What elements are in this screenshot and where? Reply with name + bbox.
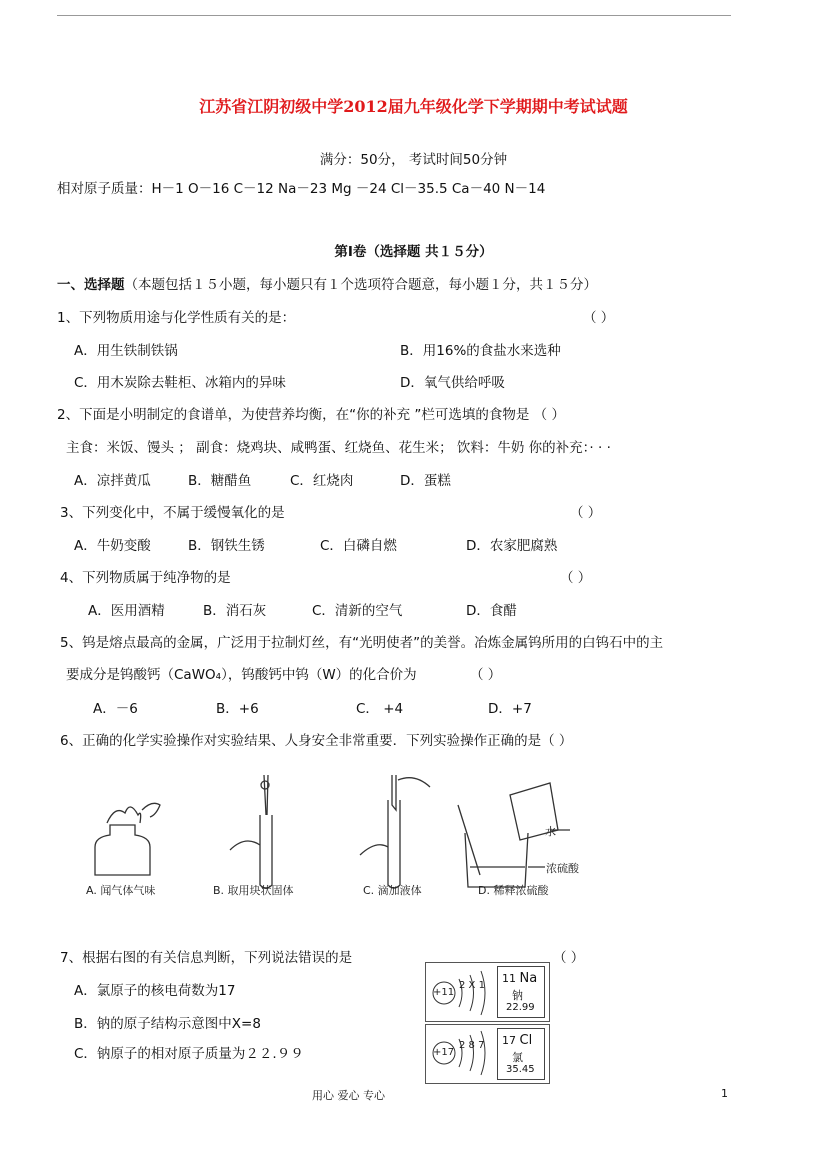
question-5-option-a: A．－6 bbox=[93, 701, 138, 717]
question-1-option-b: B．用16%的食盐水来选种 bbox=[400, 343, 561, 359]
figure-c-dropper-icon bbox=[360, 775, 430, 888]
question-5-option-c: C． +4 bbox=[356, 701, 404, 717]
sodium-symbol: Na bbox=[519, 971, 538, 986]
question-5-option-d: D．+7 bbox=[488, 701, 532, 717]
sodium-element-card bbox=[497, 966, 545, 1018]
chlorine-symbol: Cl bbox=[519, 1033, 533, 1048]
page-number: 1 bbox=[721, 1087, 728, 1100]
figure-c-label: C. 滴加液体 bbox=[363, 884, 422, 897]
figure-a-bottle-icon bbox=[95, 803, 160, 875]
footer-slogan: 用心 爱心 专心 bbox=[312, 1089, 385, 1102]
question-2-option-d: D．蛋糕 bbox=[400, 473, 451, 489]
sodium-shells: 2 X 1 bbox=[459, 980, 485, 991]
question-7-stem: 7、根据右图的有关信息判断，下列说法错误的是 bbox=[60, 950, 353, 966]
question-3-option-b: B．钢铁生锈 bbox=[188, 538, 265, 554]
question-7-answer-paren: （ ） bbox=[553, 950, 585, 966]
sodium-mass: 22.99 bbox=[506, 1002, 535, 1013]
figure-acid-label: 浓硫酸 bbox=[546, 862, 579, 875]
question-5-answer-paren: （ ） bbox=[470, 667, 502, 683]
question-3-stem: 3、下列变化中，不属于缓慢氧化的是 bbox=[60, 505, 285, 521]
figure-d-label: D. 稀释浓硫酸 bbox=[478, 884, 549, 897]
chlorine-shells: 2 8 7 bbox=[459, 1040, 485, 1051]
question-3-option-a: A．牛奶变酸 bbox=[74, 538, 151, 554]
question-3-answer-paren: （ ） bbox=[570, 505, 602, 521]
chlorine-mass: 35.45 bbox=[506, 1064, 535, 1075]
chlorine-nucleus-charge: +17 bbox=[433, 1047, 455, 1058]
question-4-option-a: A．医用酒精 bbox=[88, 603, 165, 619]
question-5-stem: 5、钨是熔点最高的金属，广泛用于拉制灯丝，有“光明使者”的美誉。冶炼金属钨所用的白钨石中的主 bbox=[60, 635, 664, 651]
question-4-option-c: C．清新的空气 bbox=[312, 603, 403, 619]
figure-b-tube-icon bbox=[230, 775, 272, 888]
question-2-option-c: C．红烧肉 bbox=[290, 473, 354, 489]
chlorine-number: 17 bbox=[502, 1034, 516, 1047]
question-3-option-d: D．农家肥腐熟 bbox=[466, 538, 558, 554]
question-3-option-c: C．白磷自燃 bbox=[320, 538, 397, 554]
question-2-stem: 2、下面是小明制定的食谱单，为使营养均衡，在“你的补充 ”栏可选填的食物是 （ ） bbox=[57, 407, 565, 423]
question-2-menu: 主食：米饭、馒头 ； 副食：烧鸡块、咸鸭蛋、红烧鱼、花生米； 饮料：牛奶 你的补充：· · · bbox=[66, 440, 611, 456]
header-rule bbox=[57, 15, 731, 16]
question-1-option-c: C．用木炭除去鞋柜、冰箱内的异味 bbox=[74, 375, 286, 391]
question-4-option-b: B．消石灰 bbox=[203, 603, 267, 619]
question-1-stem: 1、下列物质用途与化学性质有关的是： bbox=[57, 310, 296, 326]
sodium-number: 11 bbox=[502, 972, 516, 985]
question-1-option-d: D．氧气供给呼吸 bbox=[400, 375, 505, 391]
sodium-nucleus-charge: +11 bbox=[433, 987, 455, 998]
question-7-option-b: B．钠的原子结构示意图中X=8 bbox=[74, 1016, 261, 1032]
question-5-option-b: B．+6 bbox=[216, 701, 259, 717]
question-1-answer-paren: （ ） bbox=[583, 310, 615, 326]
section-instruction: 一、选择题（本题包括１５小题，每小题只有１个选项符合题意，每小题１分，共１５分） bbox=[57, 277, 597, 293]
question-1-option-a: A．用生铁制铁锅 bbox=[74, 343, 178, 359]
sodium-name: 钠 bbox=[512, 989, 523, 1002]
page-title: 江苏省江阴初级中学2012届九年级化学下学期期中考试试题 bbox=[199, 97, 628, 116]
question-7-option-a: A．氯原子的核电荷数为17 bbox=[74, 983, 236, 999]
score-time: 满分：50分， 考试时间50分钟 bbox=[319, 152, 508, 168]
question-4-option-d: D．食醋 bbox=[466, 603, 517, 619]
atomic-mass: 相对原子质量：H－1 O－16 C－12 Na－23 Mg －24 Cl－35.5 Ca－40 N－14 bbox=[57, 181, 546, 197]
chlorine-element-card bbox=[497, 1028, 545, 1080]
question-4-answer-paren: （ ） bbox=[560, 570, 592, 586]
figure-water-label: 水 bbox=[545, 825, 556, 838]
section-heading: 第Ⅰ卷（选择题 共１５分） bbox=[334, 244, 493, 260]
figure-a-label: A. 闻气体气味 bbox=[86, 884, 156, 897]
question-5-stem-line2: 要成分是钨酸钙（CaWO₄），钨酸钙中钨（W）的化合价为 bbox=[66, 667, 417, 683]
figure-b-label: B. 取用块状固体 bbox=[213, 884, 294, 897]
question-7-option-c: C．钠原子的相对原子质量为２２.９９ bbox=[74, 1046, 304, 1062]
question-4-stem: 4、下列物质属于纯净物的是 bbox=[60, 570, 231, 586]
question-2-option-b: B．糖醋鱼 bbox=[188, 473, 252, 489]
question-2-option-a: A．凉拌黄瓜 bbox=[74, 473, 151, 489]
question-6-stem: 6、正确的化学实验操作对实验结果、人身安全非常重要．下列实验操作正确的是（ ） bbox=[60, 733, 573, 749]
chlorine-name: 氯 bbox=[512, 1051, 523, 1064]
